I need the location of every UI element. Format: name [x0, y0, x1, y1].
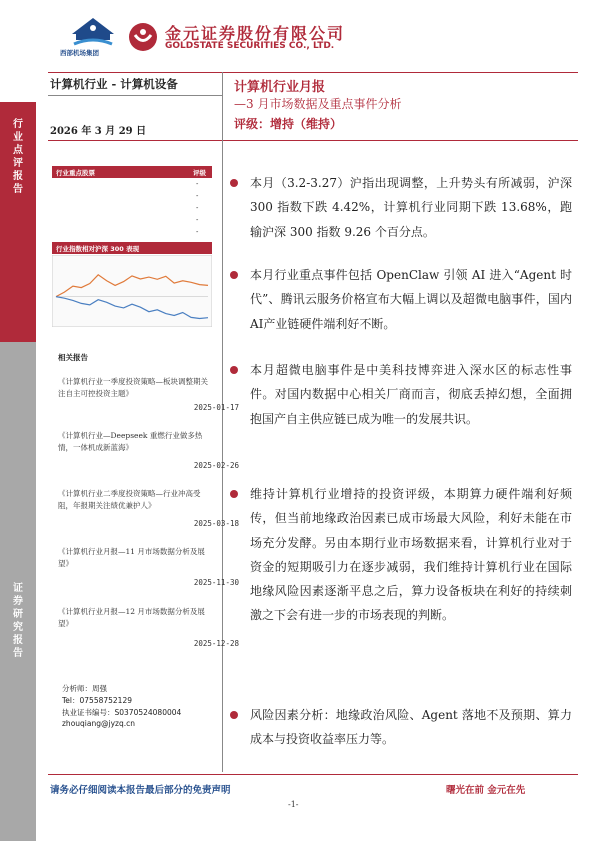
- key-stocks-row: -: [196, 228, 199, 236]
- bullet-marker: [230, 179, 238, 187]
- related-report-date: 2025-01-17: [193, 403, 239, 412]
- key-stocks-header: [52, 166, 212, 178]
- header-top-rule: [48, 72, 578, 73]
- footer-disclaimer: 请务必仔细阅读本报告最后部分的免责声明: [50, 785, 231, 796]
- bullet-paragraph: 本月（3.2-3.27）沪指出现调整，上升势头有所减弱，沪深 300 指数下跌 4.42%，计算机行业同期下跌 13.68%，跑输沪深 300 指数 9.26 个百分点。: [250, 176, 572, 239]
- goldstate-logo-icon: [128, 22, 158, 52]
- brand-name-cn: 金元证券股份有限公司: [165, 24, 346, 43]
- bullet-marker: [230, 271, 238, 279]
- report-subtitle: —3 月市场数据及重点事件分析: [234, 97, 402, 111]
- related-report-item[interactable]: 《计算机行业二季度投资策略—行业冲高受阻，年报期关注绩优兼护人》: [58, 489, 201, 510]
- related-report-item[interactable]: 《计算机行业一季度投资策略—板块调整期关注自主可控投资主题》: [58, 377, 208, 398]
- left-sidebar-strip: [0, 102, 36, 841]
- key-stocks-row: -: [196, 204, 199, 212]
- key-stocks-row: -: [196, 180, 199, 188]
- industry-label: 计算机行业 - 计算机设备: [50, 77, 178, 91]
- perf-chart-header: [52, 242, 212, 254]
- sidebar-top-label: 行 业 点 评 报 告: [13, 119, 23, 195]
- related-report-item[interactable]: 《计算机行业月报—11 月市场数据分析及展望》: [58, 547, 205, 568]
- report-rating: 评级：增持（维持）: [234, 117, 343, 131]
- footer-slogan: 曙光在前 金元在先: [446, 785, 526, 796]
- perf-chart-title: 行业指数相对沪深 300 表现: [56, 245, 140, 253]
- column-divider: [222, 72, 223, 772]
- bullet-paragraph: 风险因素分析：地缘政治风险、Agent 落地不及预期、算力成本与投资收益率压力等。: [250, 708, 572, 747]
- footer-rule: [48, 774, 578, 775]
- key-stocks-rating-col: 评级: [193, 169, 206, 177]
- related-report-item[interactable]: 《计算机行业月报—12 月市场数据分析及展望》: [58, 607, 205, 628]
- analyst-cert: 执业证书编号：S0370524080004: [62, 708, 182, 717]
- bullet-marker: [230, 490, 238, 498]
- related-report-date: 2025-12-28: [193, 639, 239, 648]
- page-number: -1-: [288, 800, 299, 809]
- related-report-item[interactable]: 《计算机行业—Deepseek 重燃行业做多热情，一体机成新蓝海》: [58, 431, 203, 452]
- analyst-email[interactable]: zhouqiang@jyzq.cn: [62, 719, 135, 728]
- key-stocks-title: 行业重点股票: [56, 169, 95, 177]
- analyst-name: 分析师：周强: [62, 684, 107, 693]
- related-report-date: 2025-02-26: [193, 461, 239, 470]
- key-stocks-row: -: [196, 192, 199, 200]
- bullet-paragraph: 维持计算机行业增持的投资评级，本期算力硬件端利好频传，但当前地缘政治因素已成市场最大风险，利好未能在市场充分发酵。另由本期行业市场数据来看，计算机行业对于资金的短期吸引力在逐步减弱，我们维持计算机行业在国际地缘风险因素逐渐平息之后，算力设备板块在利好的持续刺激之下会有进一步的市场表现的判断。: [250, 487, 572, 623]
- bullet-paragraph: 本月超微电脑事件是中美科技博弈进入深水区的标志性事件。对国内数据中心相关厂商而言，彻底丢掉幻想，全面拥抱国产自主供应链已成为唯一的发展共识。: [250, 363, 572, 426]
- key-stocks-row: -: [196, 216, 199, 224]
- bullet-marker: [230, 711, 238, 719]
- related-report-date: 2025-03-18: [193, 519, 239, 528]
- related-reports-title: 相关报告: [58, 353, 88, 362]
- report-date: 2026 年 3 月 29 日: [50, 126, 147, 137]
- industry-underline: [48, 95, 222, 96]
- report-title: 计算机行业月报: [234, 80, 326, 95]
- related-report-date: 2025-11-30: [193, 578, 239, 587]
- brand-name-en: GOLDSTATE SECURITIES CO., LTD.: [165, 41, 335, 51]
- header-bottom-rule: [48, 140, 578, 141]
- airport-group-logo-text: 西部机场集团: [60, 49, 99, 57]
- analyst-tel: Tel：07558752129: [62, 696, 132, 705]
- perf-line-chart: [52, 255, 212, 327]
- bullet-paragraph: 本月行业重点事件包括 OpenClaw 引领 AI 进入“Agent 时代”、腾讯云服务价格宣布大幅上调以及超微电脑事件，国内AI产业链硬件端利好不断。: [250, 268, 572, 331]
- bullet-marker: [230, 366, 238, 374]
- sidebar-bottom-label: 证 券 研 究 报 告: [13, 583, 23, 659]
